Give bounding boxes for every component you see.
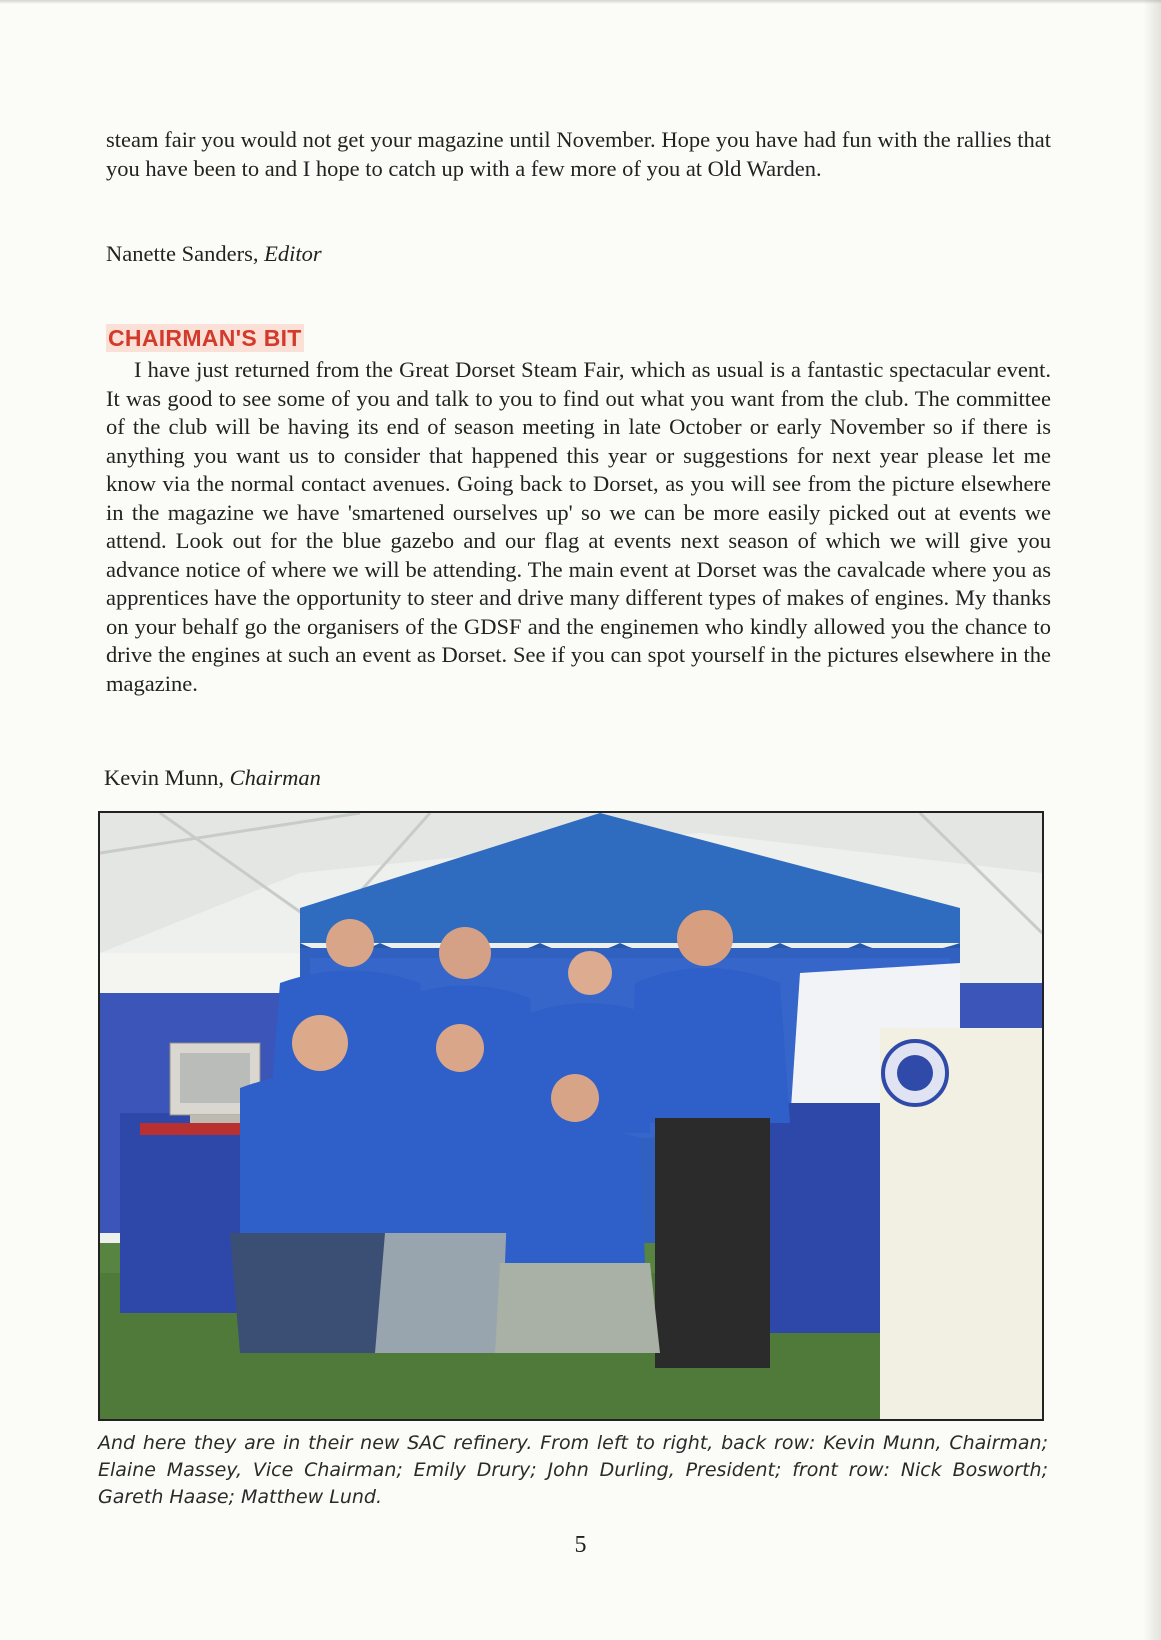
intro-paragraph: steam fair you would not get your magazine until November. Hope you have had fun with the rallies that you have been to and I hope to catch up with a few more of you at Old Warden. <box>106 127 1051 181</box>
page-number: 5 <box>574 1532 587 1558</box>
group-photo-illustration <box>100 813 1042 1419</box>
page-edge-shadow <box>1143 0 1161 1640</box>
editor-title: Editor <box>264 241 322 266</box>
chairman-paragraph: I have just returned from the Great Dorset Steam Fair, which as usual is a fantastic spectacular event. It was good to see some of you and talk to you to find out what you want from the club. The committee of the club will be having its end of season meeting in late October or early November so if there is anything you want us to consider that happened this year or suggestions for next year please let me know via the normal contact avenues. Going back to Dorset, as you will see from the picture elsewhere in the magazine we have 'smartened ourselves up' so we can be more easily picked out at events we attend. Look out for the blue gazebo and our flag at events next season of which we will give you advance notice of where we will be attending. The main event at Dorset was the cavalcade where you as apprentices have the opportunity to steer and drive many different types of makes of engines. My thanks on your behalf go the organisers of the GDSF and the enginemen who kindly allowed you the chance to drive the engines at such an event as Dorset. See if you can spot yourself in the pictures elsewhere in the magazine. <box>106 357 1051 696</box>
editor-name: Nanette Sanders, <box>106 241 259 266</box>
editor-signature <box>106 240 322 268</box>
tent-window-strip <box>100 953 300 993</box>
chairman-name: Kevin Munn, <box>104 765 224 790</box>
photo-caption: And here they are in their new SAC refinery. From left to right, back row: Kevin Munn, Chairman; Elaine Massey, Vice Chairman; Emily Drury; John Durling, President; front row: Nick Bosworth; Gareth Haase; Matthew Lund. <box>98 1432 1048 1508</box>
chairman-signature <box>104 764 321 792</box>
page-top-edge <box>0 0 1161 4</box>
section-heading: CHAIRMAN'S BIT <box>108 325 302 351</box>
group-photo <box>98 811 1044 1421</box>
chairman-title: Chairman <box>229 765 321 790</box>
